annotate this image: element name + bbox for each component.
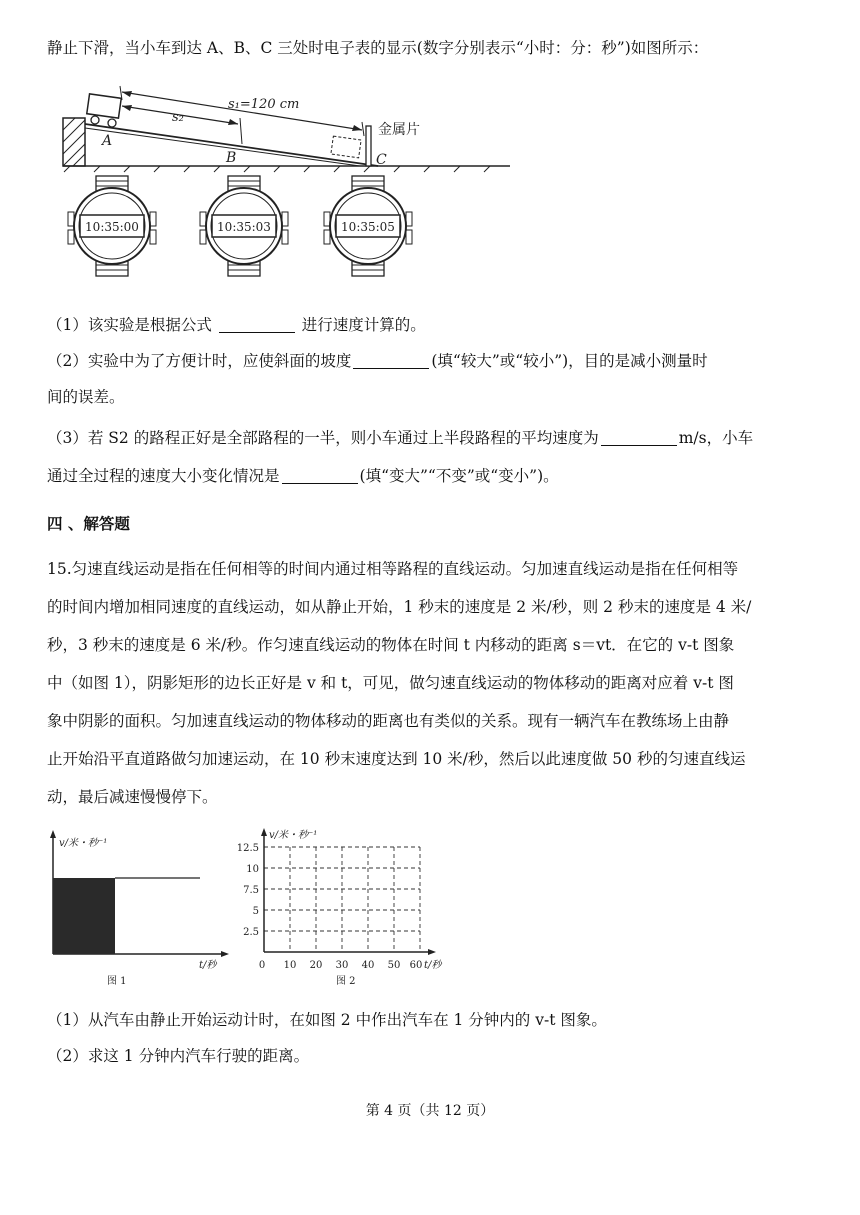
s1-label: s₁=120 cm: [228, 97, 300, 112]
figure-1-caption: 图 1: [107, 976, 127, 987]
section-heading: 四 、解答题: [47, 514, 130, 533]
x-tick-30: 30: [335, 960, 349, 971]
figure-2-ylabel: v/米・秒⁻¹: [269, 830, 318, 841]
problem-15-line-1: 15.匀速直线运动是指在任何相等的时间内通过相等路程的直线运动。匀加速直线运动是指在任何相等: [47, 560, 739, 578]
sub-question-1: （1）从汽车由静止开始运动计时，在如图 2 中作出汽车在 1 分钟内的 v-t 图象。: [47, 1011, 607, 1029]
problem-15-line-6: 止开始沿平直道路做匀加速运动，在 10 秒末速度达到 10 米/秒，然后以此速度做 50 秒的匀速直线运: [47, 750, 746, 768]
problem-15-line-3: 秒，3 秒末的速度是 6 米/秒。作匀速直线运动的物体在时间 t 内移动的距离 s＝vt．在它的 v-t 图象: [47, 636, 735, 654]
y-tick-2-5: 2.5: [243, 927, 259, 938]
y-tick-5: 5: [252, 906, 259, 917]
x-tick-50: 50: [387, 960, 401, 971]
y-tick-12-5: 12.5: [236, 843, 259, 854]
problem-15-line-2: 的时间内增加相同速度的直线运动，如从静止开始，1 秒末的速度是 2 米/秒，则 2 秒末的速度是 4 米/: [47, 598, 752, 616]
clock-c-time: 10:35:05: [341, 220, 395, 234]
incline-figure: [60, 78, 520, 293]
figure-1-vt-graph: [45, 826, 245, 996]
x-tick-60: 60: [409, 960, 423, 971]
intro-text: 静止下滑，当小车到达 A、B、C 三处时电子表的显示(数字分别表示“小时：分：秒”)如图所示：: [47, 39, 709, 57]
metal-plate-label: 金属片: [378, 122, 420, 138]
answer-blank-change[interactable]: [282, 467, 358, 484]
stopwatch-icon-c: [324, 176, 412, 276]
point-b-label: B: [226, 150, 237, 166]
question-3: （3）若 S2 的路程正好是全部路程的一半，则小车通过上半段路程的平均速度为 m/s，小车: [47, 429, 754, 447]
answer-blank-formula[interactable]: [219, 316, 295, 333]
point-c-label: C: [376, 152, 387, 168]
sub-question-2: （2）求这 1 分钟内汽车行驶的距离。: [47, 1047, 310, 1065]
question-2-cont: 间的误差。: [47, 388, 125, 406]
s2-label: s₂: [172, 110, 184, 125]
question-1: （1）该实验是根据公式 进行速度计算的。: [47, 316, 426, 334]
figure-2-xlabel: t/秒: [424, 960, 442, 971]
cart-dashed-outline: [331, 136, 361, 158]
y-tick-10: 10: [246, 864, 259, 875]
figure-1-ylabel: v/米・秒⁻¹: [59, 838, 108, 849]
answer-blank-speed[interactable]: [601, 429, 677, 446]
x-tick-40: 40: [361, 960, 375, 971]
clock-a-time: 10:35:00: [85, 220, 139, 234]
x-tick-0: 0: [258, 960, 266, 971]
problem-15-line-4: 中（如图 1），阴影矩形的边长正好是 v 和 t，可见，做匀速直线运动的物体移动的距离对应着 v-t 图: [47, 674, 734, 692]
answer-blank-slope[interactable]: [353, 352, 429, 369]
stopwatch-icon-a: [68, 176, 156, 276]
x-tick-10: 10: [283, 960, 297, 971]
question-3-cont: 通过全过程的速度大小变化情况是 (填“变大”“不变”或“变小”)。: [47, 467, 559, 485]
page-footer: 第 4 页（共 12 页）: [365, 1103, 495, 1119]
clock-b-time: 10:35:03: [217, 220, 271, 234]
problem-15-line-5: 象中阴影的面积。匀加速直线运动的物体移动的距离也有类似的关系。现有一辆汽车在教练场上由静: [47, 712, 730, 730]
y-tick-7-5: 7.5: [243, 885, 259, 896]
stopwatch-icon-b: [200, 176, 288, 276]
incline-support-block: [63, 118, 85, 166]
figure-2-caption: 图 2: [336, 976, 356, 987]
shaded-area: [53, 878, 115, 954]
figure-1-xlabel: t/秒: [199, 960, 217, 971]
metal-plate: [366, 126, 371, 166]
problem-15-line-7: 动，最后减速慢慢停下。: [47, 788, 218, 806]
cart-icon: [87, 94, 121, 127]
figure-2-vt-graph: [232, 826, 452, 996]
point-a-label: A: [102, 133, 113, 149]
question-2: （2）实验中为了方便计时，应使斜面的坡度 (填“较大”或“较小”)，目的是减小测量时: [47, 352, 708, 370]
x-tick-20: 20: [309, 960, 323, 971]
